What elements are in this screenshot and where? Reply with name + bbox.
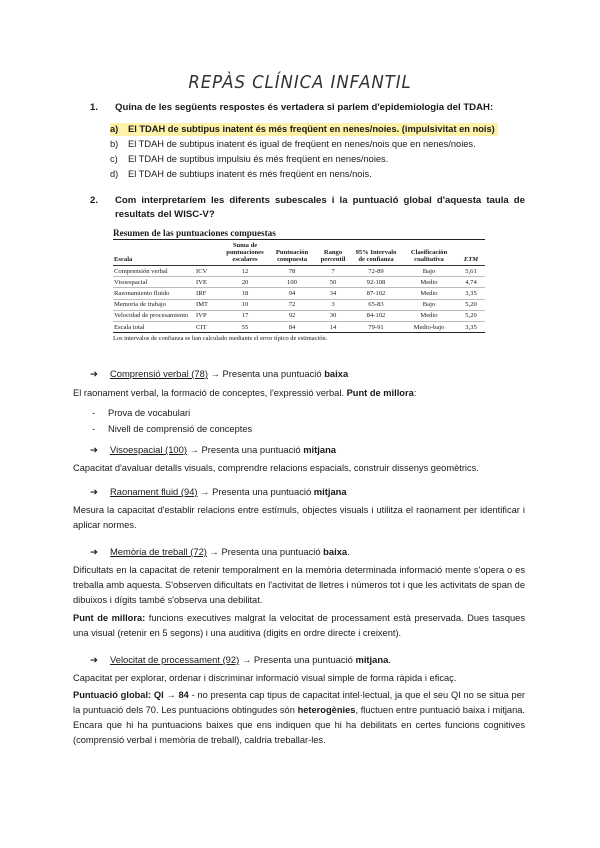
question-1-option-b	[110, 138, 476, 151]
global-label: Puntuació global: QI → 84	[73, 690, 189, 700]
table-cell: Comprensión verbal	[113, 266, 195, 277]
option-letter: c)	[110, 154, 118, 164]
improve-text: funcions executives malgrat la velocitat de processament està preservada. Dues tasques una visual (retenir en 5 segons) i una auditiva (digits en ordre directe i creixent).	[73, 613, 525, 638]
question-1-option-c	[110, 153, 388, 166]
table-cell: 17	[221, 310, 269, 321]
table-cell: 12	[221, 266, 269, 277]
table-cell: Visoespacial	[113, 277, 195, 288]
table-cell: 30	[315, 310, 351, 321]
table-cell: IVE	[195, 277, 221, 288]
table-cell: 3,35	[457, 321, 485, 332]
option-letter: d)	[110, 169, 119, 179]
header-suma: Suma de puntuaciones escalares	[226, 242, 264, 263]
table-cell: 20	[221, 277, 269, 288]
question-2-text: Com interpretaríem les diferents subescales i la puntuació global d'aquesta taula de resultats del WISC-V?	[115, 195, 525, 220]
section-name: Memòria de treball (72)	[110, 546, 207, 557]
option-text: El TDAH de subtiups inatent és més freqüent en nens/nois.	[128, 169, 372, 179]
section-mt-heading	[90, 545, 350, 558]
header-percentil: Rango percentil	[320, 249, 346, 263]
header-compuesta: Puntuación compuesta	[275, 249, 309, 263]
arrow-icon: ➔	[90, 486, 98, 497]
table-cell: Memoria de trabajo	[113, 299, 195, 310]
list-item	[92, 407, 190, 420]
table-cell: 84	[269, 321, 315, 332]
question-2	[90, 194, 525, 222]
section-vp-desc: Capacitat per explorar, ordenar i discriminar informació visual simple de forma ràpida i eficaç.	[73, 673, 457, 683]
section-level: baixa	[323, 546, 348, 557]
table-cell: 92-108	[351, 277, 401, 288]
table-cell: 72-89	[351, 266, 401, 277]
table-cell: 3,35	[457, 288, 485, 299]
section-name: Velocitat de processament (92)	[110, 654, 240, 665]
table-cell: 4,74	[457, 277, 485, 288]
header-code	[195, 240, 221, 266]
table-cell: 87-102	[351, 288, 401, 299]
section-name: Visoespacial (100)	[110, 444, 187, 455]
arrow-icon: ➔	[90, 654, 98, 665]
table-row	[113, 321, 485, 332]
table-cell: IVP	[195, 310, 221, 321]
table-cell: Medio	[401, 277, 457, 288]
table-cell: 7	[315, 266, 351, 277]
option-letter: b)	[110, 139, 119, 149]
header-clasificacion: Clasificación cualitativa	[410, 249, 448, 263]
table-cell: 100	[269, 277, 315, 288]
question-1-option-a	[110, 123, 498, 136]
section-level: baixa	[324, 368, 349, 379]
table-cell: IRF	[195, 288, 221, 299]
option-text: El TDAH de subtipus inatent és més freqüent en nenes/noies. (impulsivitat en nois)	[128, 124, 495, 134]
table-header-row	[113, 240, 485, 266]
table-row	[113, 310, 485, 321]
option-text: El TDAH de suptibus impulsiu és més freqüent en nenes/noies.	[128, 154, 389, 164]
table-cell: 72	[269, 299, 315, 310]
list-item	[92, 423, 252, 436]
table-cell: 55	[221, 321, 269, 332]
section-mt-desc: Dificultats en la capacitat de retenir temporalment en la memòria determinada informació mente s'opera o es treballa amb aquesta. S'observen dificultats en l'activitat de lletres i números tot i que les activitats de span de dibuixos i dígits també s'observa una debilitat.	[73, 565, 525, 605]
option-text: El TDAH de subtipus inatent és igual de freqüent en nenes/nois que en nenes/noies.	[128, 139, 476, 149]
table-cell: 10	[221, 299, 269, 310]
section-mt-improve	[73, 611, 525, 641]
section-level: mitjana	[313, 486, 347, 497]
table-cell: ICV	[195, 266, 221, 277]
table-cell: Medio-bajo	[401, 321, 457, 332]
section-level: mitjana	[355, 654, 389, 665]
question-1-option-d	[110, 168, 372, 181]
desc-text: El raonament verbal, la formació de conceptes, l'expressió verbal.	[73, 388, 347, 398]
question-1-text: Quina de les següents respostes és vertadera si parlem d'epidemiologia del TDAH:	[115, 102, 494, 113]
table-row	[113, 277, 485, 288]
section-rest: → Presenta una puntuació	[239, 654, 356, 665]
section-cv-desc	[73, 386, 525, 401]
section-rest: → Presenta una puntuació	[197, 486, 314, 497]
table-footnote: Los intervalos de confianza se han calculado mediante el error típico de estimación.	[113, 335, 328, 343]
table-cell: 94	[269, 288, 315, 299]
period: .	[388, 654, 391, 665]
table-cell: 78	[269, 266, 315, 277]
list-item-text: Prova de vocabulari	[108, 408, 191, 418]
arrow-icon: ➔	[90, 546, 98, 557]
table-row	[113, 266, 485, 277]
table-cell: 5,20	[457, 310, 485, 321]
arrow-icon: ➔	[90, 368, 98, 379]
arrow-icon: ➔	[90, 444, 98, 455]
global-bold-word: heterogènies	[297, 705, 356, 715]
table-cell: Medio	[401, 288, 457, 299]
dash: -	[92, 424, 96, 434]
table-cell: Razonamiento fluido	[113, 288, 195, 299]
header-escala: Escala	[114, 256, 133, 263]
section-rest: → Presenta una puntuació	[207, 368, 325, 379]
table-cell: 92	[269, 310, 315, 321]
table-cell: 65-83	[351, 299, 401, 310]
table-caption: Resumen de las puntuaciones compuestas	[113, 228, 485, 240]
table-cell: 5,61	[457, 266, 485, 277]
option-letter: a)	[110, 124, 119, 134]
table-cell: 3	[315, 299, 351, 310]
improve-label: Punt de millora	[346, 388, 414, 398]
global-text-2: , fluctuen entre puntuació baixa i mitjana. Encara que hi ha puntuacions baixes que ens indiquen que hi ha debilitats en certes funcions cognitives (comprensió verbal i memòria de treball), caldria treballar-les.	[73, 705, 525, 745]
section-vp-heading	[90, 653, 391, 666]
section-name: Raonament fluid (94)	[110, 486, 198, 497]
wisc-results-table	[113, 228, 485, 342]
table-cell: 79-91	[351, 321, 401, 332]
question-1-number: 1.	[90, 102, 99, 113]
document-title: REPÀS CLÍNICA INFANTIL	[188, 72, 412, 93]
section-global	[73, 688, 525, 748]
table-cell: Velocidad de procesamiento	[113, 310, 195, 321]
header-etm: ETM	[463, 256, 479, 263]
table-cell: 18	[221, 288, 269, 299]
section-rf-desc: Mesura la capacitat d'establir relacions entre estímuls, objectes visuals i utilitza el raonament per identificar i aplicar normes.	[73, 505, 525, 530]
question-2-number: 2.	[90, 195, 99, 206]
list-item-text: Nivell de comprensió de conceptes	[108, 424, 253, 434]
table-cell: Escala total	[113, 321, 195, 332]
section-rest: → Presenta una puntuació	[206, 546, 324, 557]
table-cell: 84-102	[351, 310, 401, 321]
table-row	[113, 299, 485, 310]
period: .	[347, 546, 350, 557]
table-cell: CIT	[195, 321, 221, 332]
colon: :	[413, 388, 417, 398]
section-ve-heading	[90, 443, 336, 456]
table-cell: 34	[315, 288, 351, 299]
table-cell: 50	[315, 277, 351, 288]
table-cell: Bajo	[401, 299, 457, 310]
header-intervalo: 95% Intervalo de confianza	[355, 249, 397, 263]
section-rf-heading	[90, 485, 347, 498]
table-row	[113, 288, 485, 299]
table-cell: Bajo	[401, 266, 457, 277]
dash: -	[92, 408, 96, 418]
section-level: mitjana	[303, 444, 337, 455]
table-cell: Medio	[401, 310, 457, 321]
table-cell: 5,20	[457, 299, 485, 310]
section-rest: → Presenta una puntuació	[186, 444, 304, 455]
improve-label: Punt de millora:	[73, 613, 146, 623]
global-text-1: - no presenta cap tipus de capacitat intel·lectual, ja que el seu QI no se situa per la puntuació dels 70. Les puntuacions obtingudes són	[73, 690, 525, 715]
section-ve-desc: Capacitat d'avaluar detalls visuals, comprendre relacions espacials, construir dissenys geomètrics.	[73, 463, 479, 473]
section-cv-heading	[90, 367, 348, 380]
table-cell: IMT	[195, 299, 221, 310]
question-1	[90, 101, 525, 115]
table-cell: 14	[315, 321, 351, 332]
section-name: Comprensió verbal (78)	[110, 368, 208, 379]
